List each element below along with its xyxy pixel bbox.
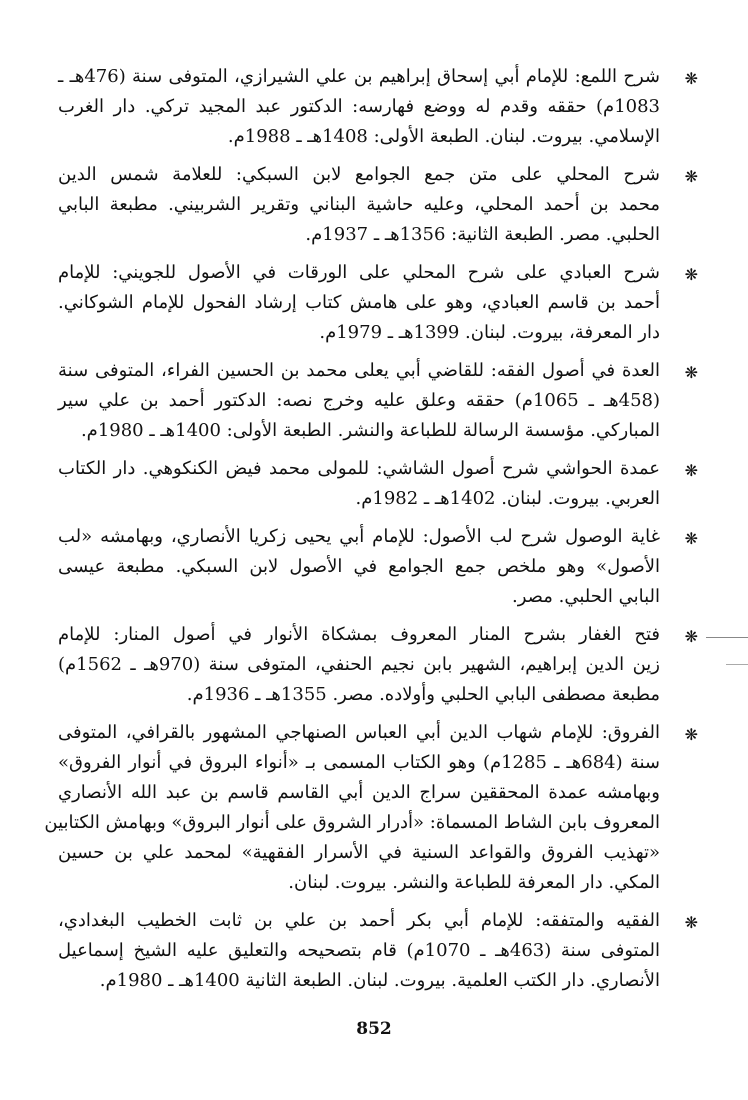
page-number: 852 bbox=[356, 1019, 392, 1039]
asterism-bullet-icon: ❋ bbox=[684, 167, 698, 186]
entry-line: عمدة الحواشي شرح أصول الشاشي: للمولى محمد فيض الكنكوهي. دار الكتاب bbox=[58, 458, 660, 479]
bibliography-entry bbox=[58, 160, 698, 250]
asterism-bullet-icon: ❋ bbox=[684, 461, 698, 480]
entry-line: مطبعة مصطفى البابي الحلبي وأولاده. مصر. 1355هـ ـ 1936م. bbox=[186, 684, 660, 705]
asterism-bullet-icon: ❋ bbox=[684, 913, 698, 932]
entry-line: الأنصاري. دار الكتب العلمية. بيروت. لبنان. الطبعة الثانية 1400هـ ـ 1980م. bbox=[99, 970, 660, 991]
entry-line: سنة (684هـ ـ 1285م) وهو الكتاب المسمى بـ «أنواء البروق في أنوار الفروق» bbox=[58, 752, 660, 773]
margin-rule-mark bbox=[726, 664, 748, 667]
entry-line: العدة في أصول الفقه: للقاضي أبي يعلى محمد بن الحسين الفراء، المتوفى سنة bbox=[58, 360, 660, 381]
entry-line: المكي. دار المعرفة للطباعة والنشر. بيروت. لبنان. bbox=[288, 872, 660, 893]
bibliography-entry bbox=[44, 718, 698, 898]
entry-line: شرح اللمع: للإمام أبي إسحاق إبراهيم بن علي الشيرازي، المتوفى سنة (476هـ ـ bbox=[58, 66, 660, 87]
entry-line: غاية الوصول شرح لب الأصول: للإمام أبي يحيى زكريا الأنصاري، وبهامشه «لب bbox=[58, 526, 660, 547]
asterism-bullet-icon: ❋ bbox=[684, 725, 698, 744]
bibliography-entry bbox=[58, 356, 698, 446]
bibliography-entry bbox=[58, 62, 698, 152]
entry-line: محمد بن أحمد المحلي، وعليه حاشية البناني وتقرير الشربيني. مطبعة البابي bbox=[58, 194, 660, 215]
entry-line: المتوفى سنة (463هـ ـ 1070م) قام بتصحيحه والتعليق عليه الشيخ إسماعيل bbox=[58, 940, 660, 961]
entry-line: وبهامشه عمدة المحققين سراج الدين أبي القاسم قاسم بن عبد الله الأنصاري bbox=[58, 782, 660, 803]
entry-line: العربي. بيروت. لبنان. 1402هـ ـ 1982م. bbox=[355, 488, 660, 509]
entry-line: الإسلامي. بيروت. لبنان. الطبعة الأولى: 1408هـ ـ 1988م. bbox=[227, 126, 660, 147]
entry-line: الفقيه والمتفقه: للإمام أبي بكر أحمد بن علي بن ثابت الخطيب البغدادي، bbox=[58, 910, 660, 931]
asterism-bullet-icon: ❋ bbox=[684, 265, 698, 284]
asterism-bullet-icon: ❋ bbox=[684, 627, 698, 646]
bibliography-entry bbox=[58, 258, 698, 348]
entry-line: الأصول» وهو ملخص جمع الجوامع في الأصول لابن السبكي. مطبعة عيسى bbox=[58, 556, 660, 577]
bibliography-entry bbox=[58, 906, 698, 996]
entry-line: شرح المحلي على متن جمع الجوامع لابن السبكي: للعلامة شمس الدين bbox=[58, 164, 660, 185]
entry-line: المعروف بابن الشاط المسماة: «أدرار الشروق على أنوار البروق» وبهامش الكتابين bbox=[44, 812, 660, 833]
asterism-bullet-icon: ❋ bbox=[684, 363, 698, 382]
entry-line: الحلبي. مصر. الطبعة الثانية: 1356هـ ـ 1937م. bbox=[305, 224, 660, 245]
entry-line: (458هـ ـ 1065م) حققه وعلق عليه وخرج نصه: الدكتور أحمد بن علي سير bbox=[58, 390, 661, 411]
entry-line: 1083م) حققه وقدم له ووضع فهارسه: الدكتور عبد المجيد تركي. دار الغرب bbox=[58, 96, 660, 117]
asterism-bullet-icon: ❋ bbox=[684, 69, 698, 88]
entry-line: شرح العبادي على شرح المحلي على الورقات في الأصول للجويني: للإمام bbox=[58, 262, 660, 283]
bibliography-list bbox=[44, 62, 698, 1004]
entry-line: البابي الحلبي. مصر. bbox=[512, 586, 660, 607]
margin-rule-mark bbox=[706, 637, 748, 640]
entry-line: دار المعرفة، بيروت. لبنان. 1399هـ ـ 1979م. bbox=[319, 322, 660, 343]
entry-line: أحمد بن قاسم العبادي، وهو على هامش كتاب إرشاد الفحول للإمام الشوكاني. bbox=[58, 292, 660, 313]
entry-line: الفروق: للإمام شهاب الدين أبي العباس الصنهاجي المشهور بالقرافي، المتوفى bbox=[58, 722, 660, 743]
bibliography-entry bbox=[58, 522, 698, 612]
bibliography-entry bbox=[58, 454, 698, 514]
entry-line: فتح الغفار بشرح المنار المعروف بمشكاة الأنوار في أصول المنار: للإمام bbox=[58, 624, 660, 645]
bibliography-entry bbox=[58, 620, 698, 710]
asterism-bullet-icon: ❋ bbox=[684, 529, 698, 548]
entry-line: «تهذيب الفروق والقواعد السنية في الأسرار الفقهية» لمحمد علي بن حسين bbox=[58, 842, 660, 863]
entry-line: زين الدين إبراهيم، الشهير بابن نجيم الحنفي، المتوفى سنة (970هـ ـ 1562م) bbox=[58, 654, 660, 675]
entry-line: المباركي. مؤسسة الرسالة للطباعة والنشر. الطبعة الأولى: 1400هـ ـ 1980م. bbox=[80, 420, 660, 441]
